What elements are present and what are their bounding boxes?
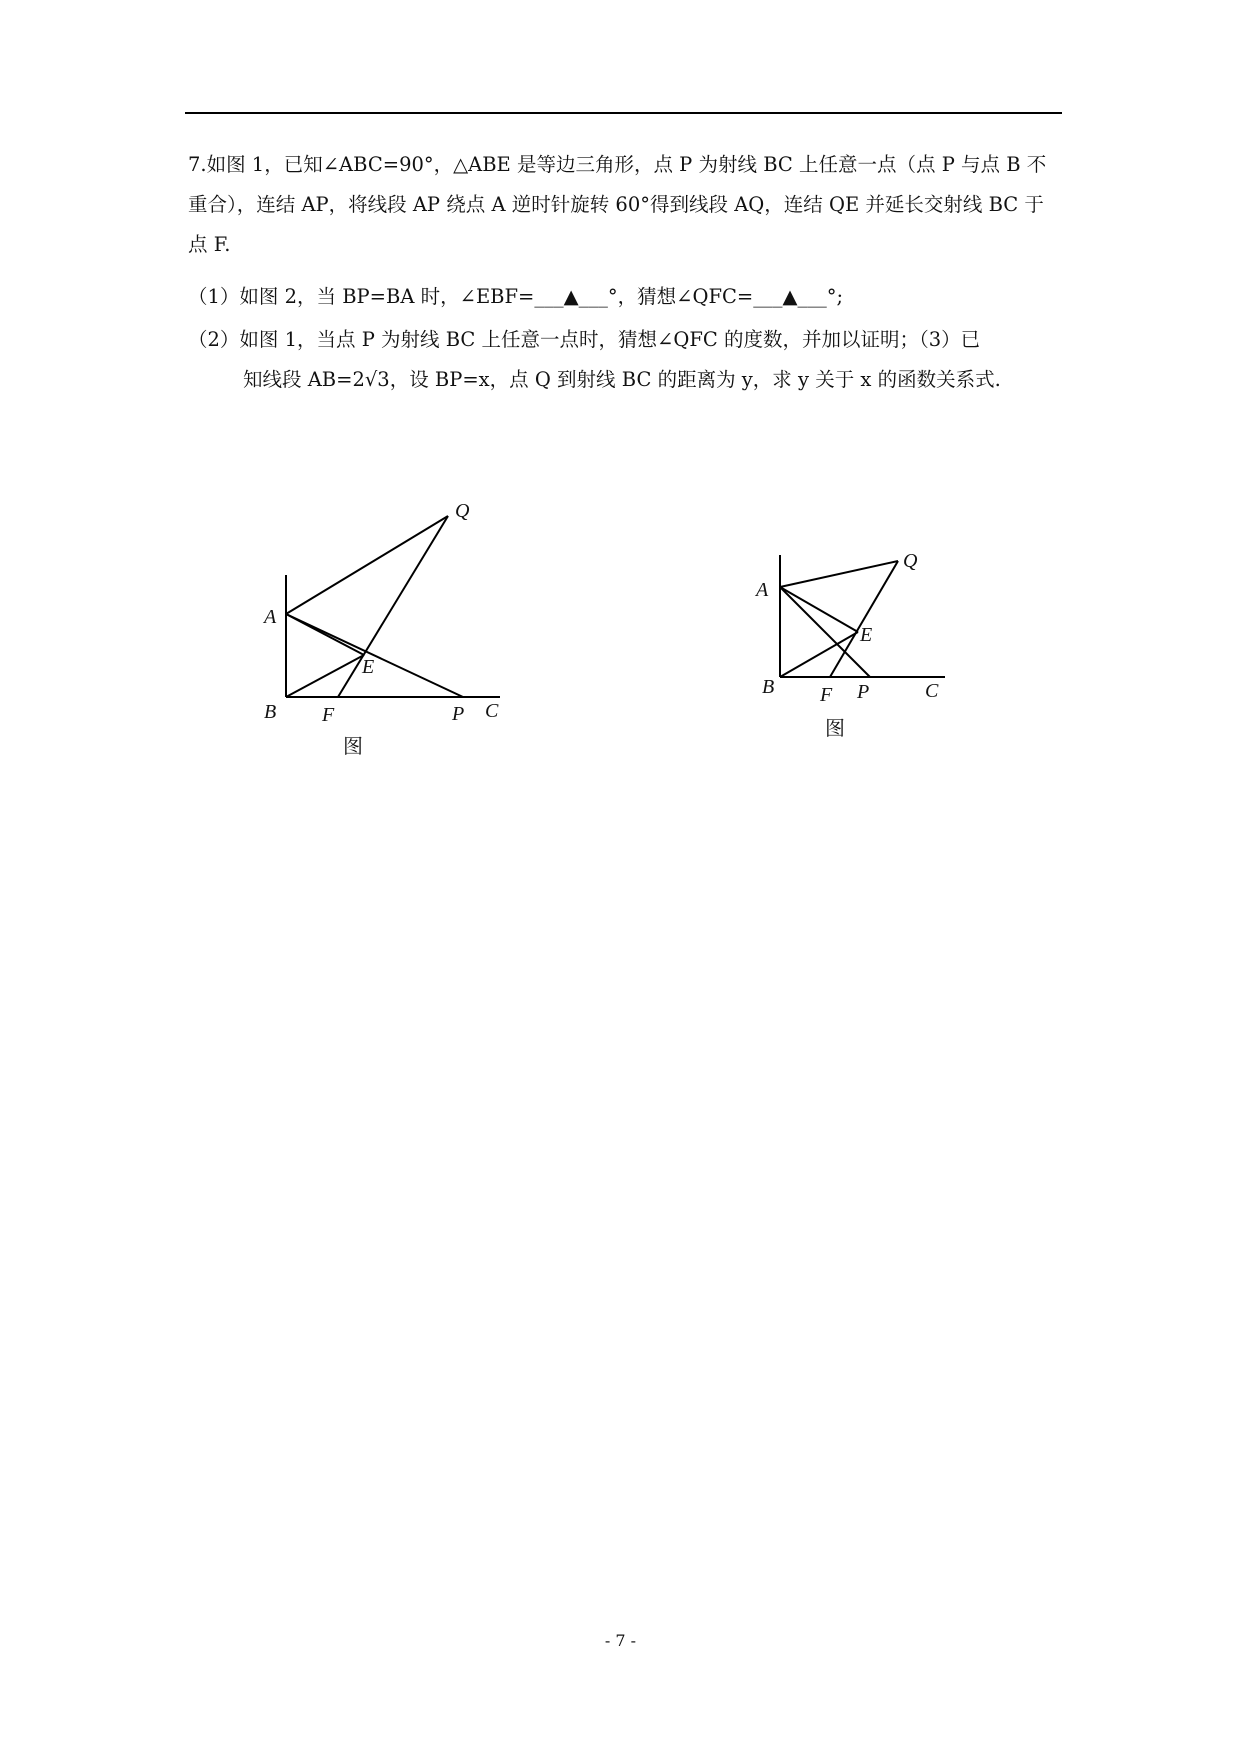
fig2-label-c: C <box>925 680 939 702</box>
fig2-label-e: E <box>860 624 873 646</box>
fig2-label-f: F <box>820 684 833 706</box>
fig2-segment-be <box>780 632 858 677</box>
fig1-label-p: P <box>452 703 465 725</box>
problem-part-2-line1: （2）如图 1，当点 P 为射线 BC 上任意一点时，猜想∠QFC 的度数，并加以证明；（3）已 <box>188 328 981 351</box>
fig2-label-p: P <box>857 681 870 703</box>
fig1-label-a: A <box>264 606 277 628</box>
fig1-segment-qf <box>338 516 448 697</box>
fig1-label-e: E <box>362 656 375 678</box>
problem-part-2 <box>188 320 1062 400</box>
fig2-segment-ae <box>780 587 858 632</box>
fig1-label-b: B <box>264 701 277 723</box>
fig1-segment-ae <box>286 614 364 655</box>
fig1-caption: 图 <box>343 734 363 758</box>
fig2-label-a: A <box>756 579 769 601</box>
fig1-label-f: F <box>322 704 335 726</box>
page-number: - 7 - <box>604 1631 637 1650</box>
problem-part-2-line2: 知线段 AB=2√3，设 BP=x，点 Q 到射线 BC 的距离为 y，求 y 关于 x 的函数关系式. <box>243 368 1001 391</box>
fig2-segment-aq <box>780 561 898 587</box>
fig1-segment-be <box>286 655 364 697</box>
header-rule <box>185 112 1062 114</box>
fig2-label-q: Q <box>903 550 918 572</box>
fig1-segment-aq <box>286 516 448 614</box>
fig2-caption: 图 <box>825 716 845 740</box>
problem-statement: 7.如图 1，已知∠ABC=90°，△ABE 是等边三角形，点 P 为射线 BC 上任意一点（点 P 与点 B 不重合），连结 AP，将线段 AP 绕点 A 逆时针旋转 60°得到线段 AQ，连结 QE 并延长交射线 BC 于点 F. <box>188 153 1047 256</box>
fig1-label-q: Q <box>455 500 470 522</box>
fig1-label-c: C <box>485 700 499 722</box>
fig1-segment-ap <box>286 614 463 697</box>
fig2-segment-qf <box>830 561 898 677</box>
fig2-segment-ap <box>780 587 873 677</box>
problem-part-1: （1）如图 2，当 BP=BA 时，∠EBF=___▲___°，猜想∠QFC=___▲___°; <box>188 285 844 308</box>
fig2-label-b: B <box>762 676 775 698</box>
